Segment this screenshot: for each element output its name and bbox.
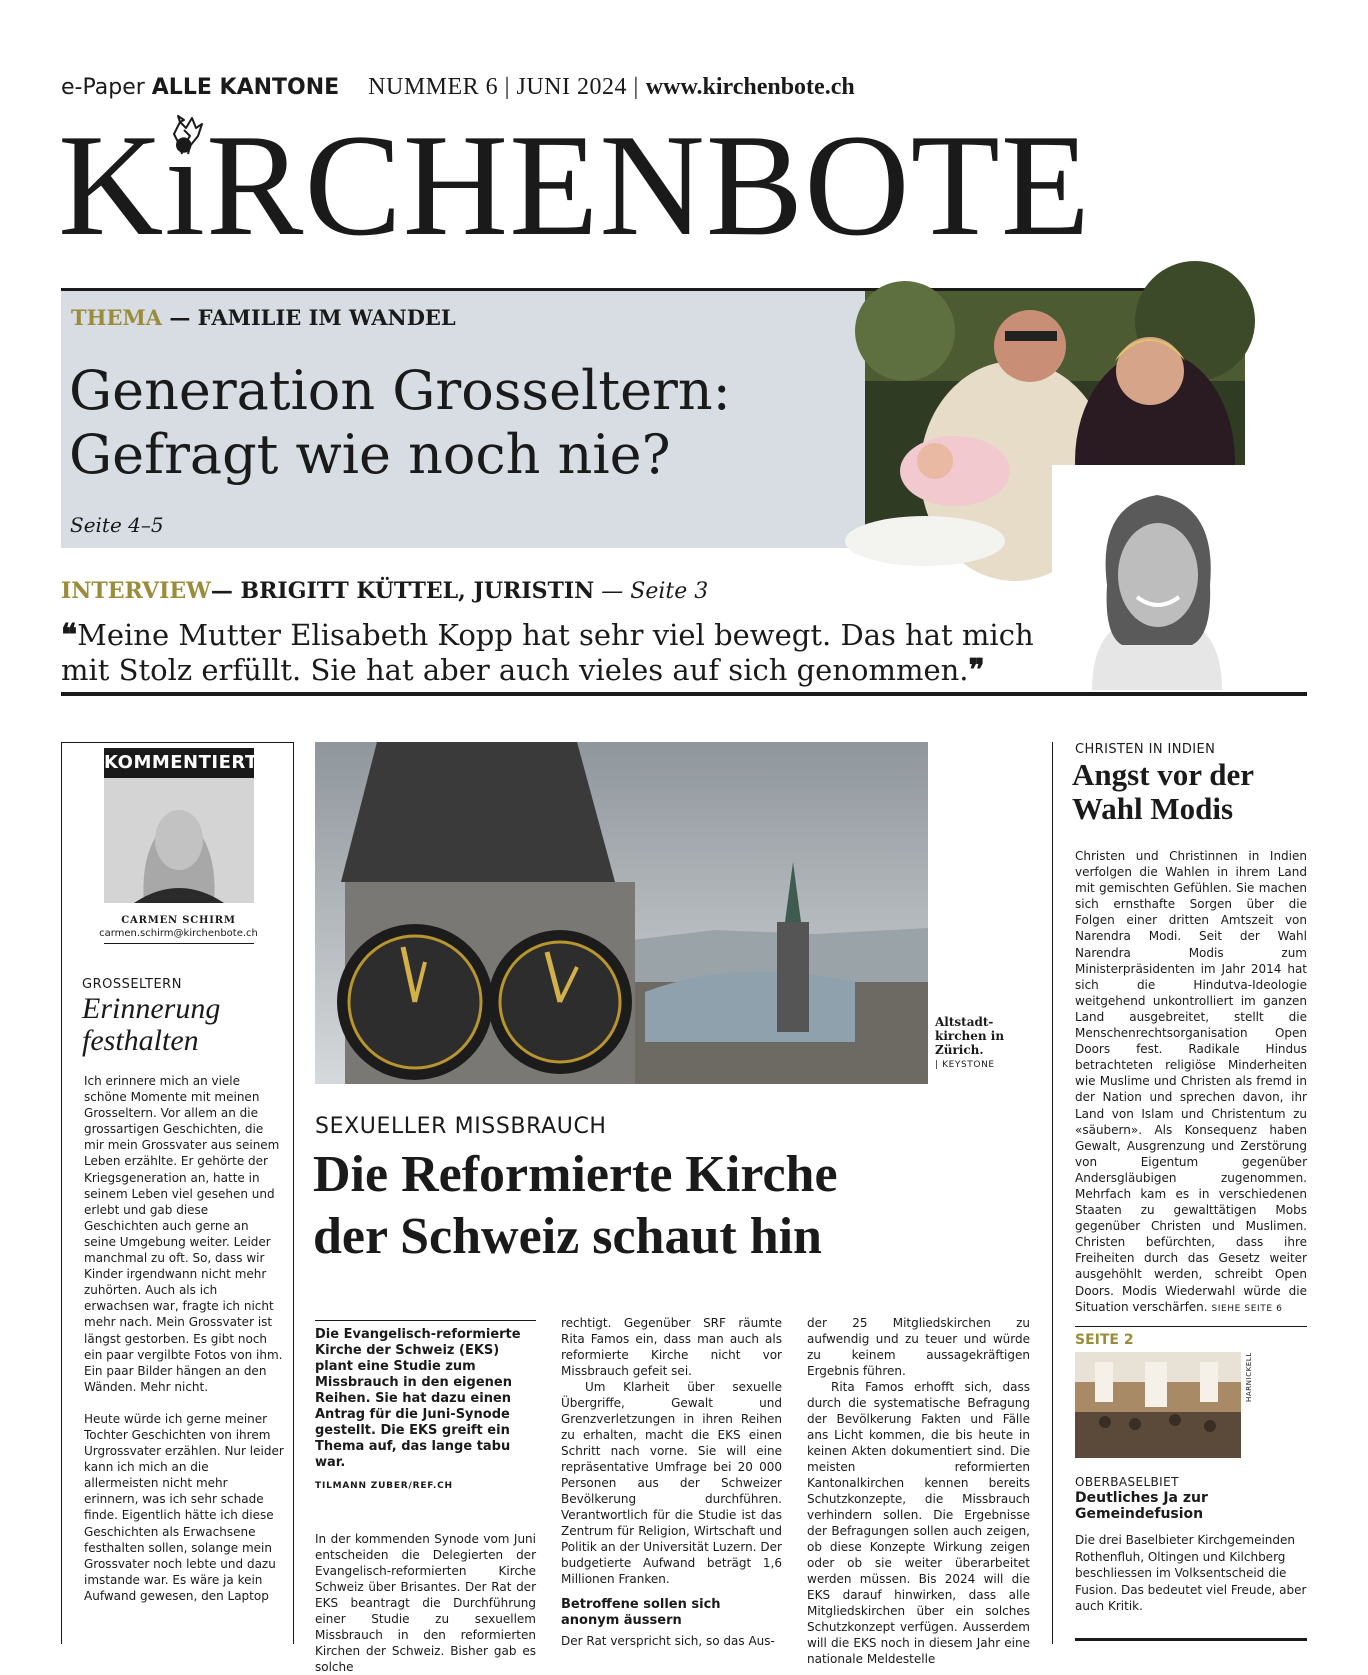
- article-headline[interactable]: Die Reformierte Kirche der Schweiz schaut hin: [313, 1146, 838, 1265]
- photo-credit: | KEYSTONE: [935, 1060, 995, 1070]
- seite2-label[interactable]: SEITE 2: [1075, 1332, 1134, 1348]
- thema-headline[interactable]: Generation Grosseltern: Gefragt wie noch nie?: [69, 359, 731, 486]
- seite2-rule: [1075, 1326, 1307, 1327]
- kommentar-paragraph: Ich erinnere mich an viele schöne Momente mit meinen Grosseltern. Vor allem an die grossartigen Geschichten, die mir mein Grossvater aus seinem Leben erzählte. Er gehörte der Kriegsgeneration an, hatte in seinem Leben viel gesehen und erlebt und gab diese Geschichten auch gerne an seine Umgebung weiter. Leider manchmal zu oft. So, dass wir Kinder irgendwann nicht mehr zuhörten. Auch als ich erwachsen war, fragte ich nicht mehr nach. Mein Grossvater ist längst gestorben. Es gibt noch ein paar vergilbte Fotos von ihm. Ein paar Bilder hängen an den Wänden. Mehr nicht.: [84, 1074, 283, 1394]
- issue-number: NUMMER 6 | JUNI 2024 |: [368, 74, 639, 100]
- quote-open-icon: ❝: [61, 618, 78, 653]
- column-divider: [1052, 742, 1053, 1644]
- article-body: rechtigt. Gegenüber SRF räumte Rita Famos ein, dass man auch als reformierte Kirche nicht vor Missbrauch gefeit sei.: [561, 1316, 782, 1378]
- sidebar-headline[interactable]: Angst vor der Wahl Modis: [1072, 757, 1254, 826]
- thema-page-ref[interactable]: Seite 4–5: [70, 513, 164, 537]
- masthead-logo: KiRCHENBOTE: [58, 104, 1091, 266]
- article-column-3: [807, 1315, 1030, 1667]
- article-column-1: [315, 1320, 536, 1675]
- sidebar-kicker: CHRISTEN IN INDIEN: [1075, 742, 1216, 757]
- website-link[interactable]: www.kirchenbote.ch: [645, 74, 855, 100]
- hall-photo-credit: HARNICKELL: [1245, 1352, 1253, 1402]
- ober-body: Die drei Baselbieter Kirchgemeinden Rothenfluh, Oltingen und Kilchberg beschliessen im Volksentscheid die Fusion. Das bedeutet viel Freude, aber auch Kritik.: [1075, 1533, 1307, 1613]
- article-column-2: [561, 1315, 782, 1649]
- bottom-rule: [1075, 1638, 1307, 1641]
- thema-kicker: THEMA — FAMILIE IM WANDEL: [71, 305, 456, 330]
- portrait-photo: [1052, 465, 1262, 690]
- thema-box: [61, 288, 865, 548]
- article-body: Rita Famos erhofft sich, dass durch die systematische Befragung der Bevölkerung Fakten und Fälle ans Licht kommen, die bis heute in keinen Akten dokumentiert sind. Die meisten reformierten Kantonalkirchen kennen bereits Schutzkonzepte, die Missbrauch verhindern sollen. Die Ergebnisse der Befragungen sollen auch zeigen, ob diese Konzepte Wirkung zeigen oder ob sie weiter überarbeitet werden müssen. Bis 2024 will die EKS darauf hinwirken, dass alle Mitgliedskirchen über ein solches Schutzkonzept verfügen. Ausserdem will die EKS noch in diesem Jahr eine nationale Meldestelle: [807, 1380, 1030, 1666]
- sidebar-body: Christen und Christinnen in Indien verfolgen die Wahlen in ihrem Land mit gemischten Gefühlen. Sie machen sich ernsthafte Sorgen über die Folgen einer dritten Amtszeit von Narendra Modi. Seit der Wahl Narendra Modis zum Ministerpräsidenten im Jahr 2014 hat sich die Hindutva-Ideologie weitgehend unkontrolliert im ganzen Land ausgebreitet, stellt die Menschenrechtsorganisation Open Doors fest. Radikale Hindus betrachteten religiöse Minderheiten wie Muslime und Christen als fremd in der Nation und sprechen davon, ihr Land von Islam und Christentum zu «säubern». Als Konsequenz haben Gewalt, Ausgrenzung und Zerstörung von Eigentum gegenüber Andersgläubigen zugenommen. Mehrfach kam es in verschiedenen Staaten zu gewalttätigen Mobs gegenüber Christen und Muslimen. Christen befürchten, dass ihre Freiheiten durch das Gesetz weiter ausgehöhlt werden, schreibt Open Doors. Modis Wiederwahl würde die Situation verschärfen. SIEHE SEITE 6: [1075, 849, 1307, 1314]
- see-page-link[interactable]: SIEHE SEITE 6: [1211, 1303, 1283, 1314]
- kommentar-kicker: GROSSELTERN: [82, 977, 182, 992]
- section-divider: [61, 692, 1307, 696]
- article-author: TILMANN ZUBER/REF.CH: [315, 1481, 453, 1491]
- interview-kicker: INTERVIEW— BRIGITT KÜTTEL, JURISTIN — Seite 3: [61, 578, 709, 604]
- kommentar-column: [61, 742, 294, 1644]
- article-body: Der Rat verspricht sich, so das Aus-: [561, 1634, 775, 1648]
- article-body: In der kommenden Synode vom Juni entscheiden die Delegierten der Evangelisch-reformierten Kirche Schweiz über Brisantes. Der Rat der EKS beantragt die Durchführung einer Studie zu sexuellem Missbrauch in den reformierten Kirchen der Schweiz. Bisher gab es solche: [315, 1532, 536, 1674]
- article-lead: Die Evangelisch-reformierte Kirche der Schweiz (EKS) plant eine Studie zum Missbrauch in den eigenen Reihen. Sie hat dazu einen Antrag für die Juni-Synode gestellt. Die EKS greift ein Thema auf, das lange tabu war.: [315, 1320, 536, 1471]
- kommentar-paragraph: Heute würde ich gerne meiner Tochter Geschichten von ihrem Urgrossvater erzählen. Nur leider kann ich mich an die allermeisten nicht mehr erinnern, was ich sehr schade finde. Eigentlich hätte ich diese Geschichten als Erwachsene festhalten sollen, solange mein Grossvater noch lebte und dazu imstande war. Es wäre ja kein Aufwand gewesen, den Laptop: [84, 1411, 284, 1603]
- interview-quote[interactable]: ❝Meine Mutter Elisabeth Kopp hat sehr viel bewegt. Das hat mich mit Stolz erfüllt. Sie hat aber auch vieles auf sich genommen.❞: [61, 618, 1034, 688]
- zurich-photo: [315, 742, 928, 1084]
- author-name: CARMEN SCHIRM: [121, 915, 236, 926]
- kommentar-body: [84, 1073, 284, 1620]
- ober-headline[interactable]: Deutliches Ja zur Gemeindefusion: [1075, 1490, 1208, 1522]
- article-kicker: SEXUELLER MISSBRAUCH: [315, 1114, 607, 1139]
- article-body: der 25 Mitgliedskirchen zu aufwendig und zu teuer und würde zu keinem aussagekräftigen Ergebnis führen.: [807, 1316, 1030, 1378]
- church-hall-photo: [1075, 1352, 1241, 1458]
- issue-line: [61, 74, 855, 101]
- author-rule: [104, 943, 254, 944]
- ober-kicker: OBERBASELBIET: [1075, 1475, 1179, 1489]
- author-email[interactable]: carmen.schirm@kirchenbote.ch: [99, 928, 258, 939]
- rooster-icon: [166, 114, 206, 156]
- quote-close-icon: ❞: [968, 653, 985, 688]
- author-photo: [104, 778, 254, 903]
- article-subhead: Betroffene sollen sich anonym äussern: [561, 1597, 721, 1628]
- epaper-label: e-Paper ALLE KANTONE: [61, 75, 340, 100]
- kommentar-title[interactable]: Erinnerung festhalten: [82, 992, 221, 1057]
- article-body: Um Klarheit über sexuelle Übergriffe, Gewalt und Grenzverletzungen in ihren Reihen zu erhalten, macht die EKS einen Schritt nach vorne. Sie will eine repräsentative Umfrage bei 20 000 Personen aus der Schweizer Bevölkerung durchführen. Verantwortlich für die Studie ist das Zentrum für Religion, Wirtschaft und Politik an der Universität Luzern. Der budgetierte Aufwand beträgt 1,6 Millionen Franken.: [561, 1380, 782, 1586]
- kommentiert-label: KOMMENTIERT: [104, 748, 254, 778]
- photo-caption: Altstadt-kirchen in Zürich. | KEYSTONE: [935, 1015, 1005, 1070]
